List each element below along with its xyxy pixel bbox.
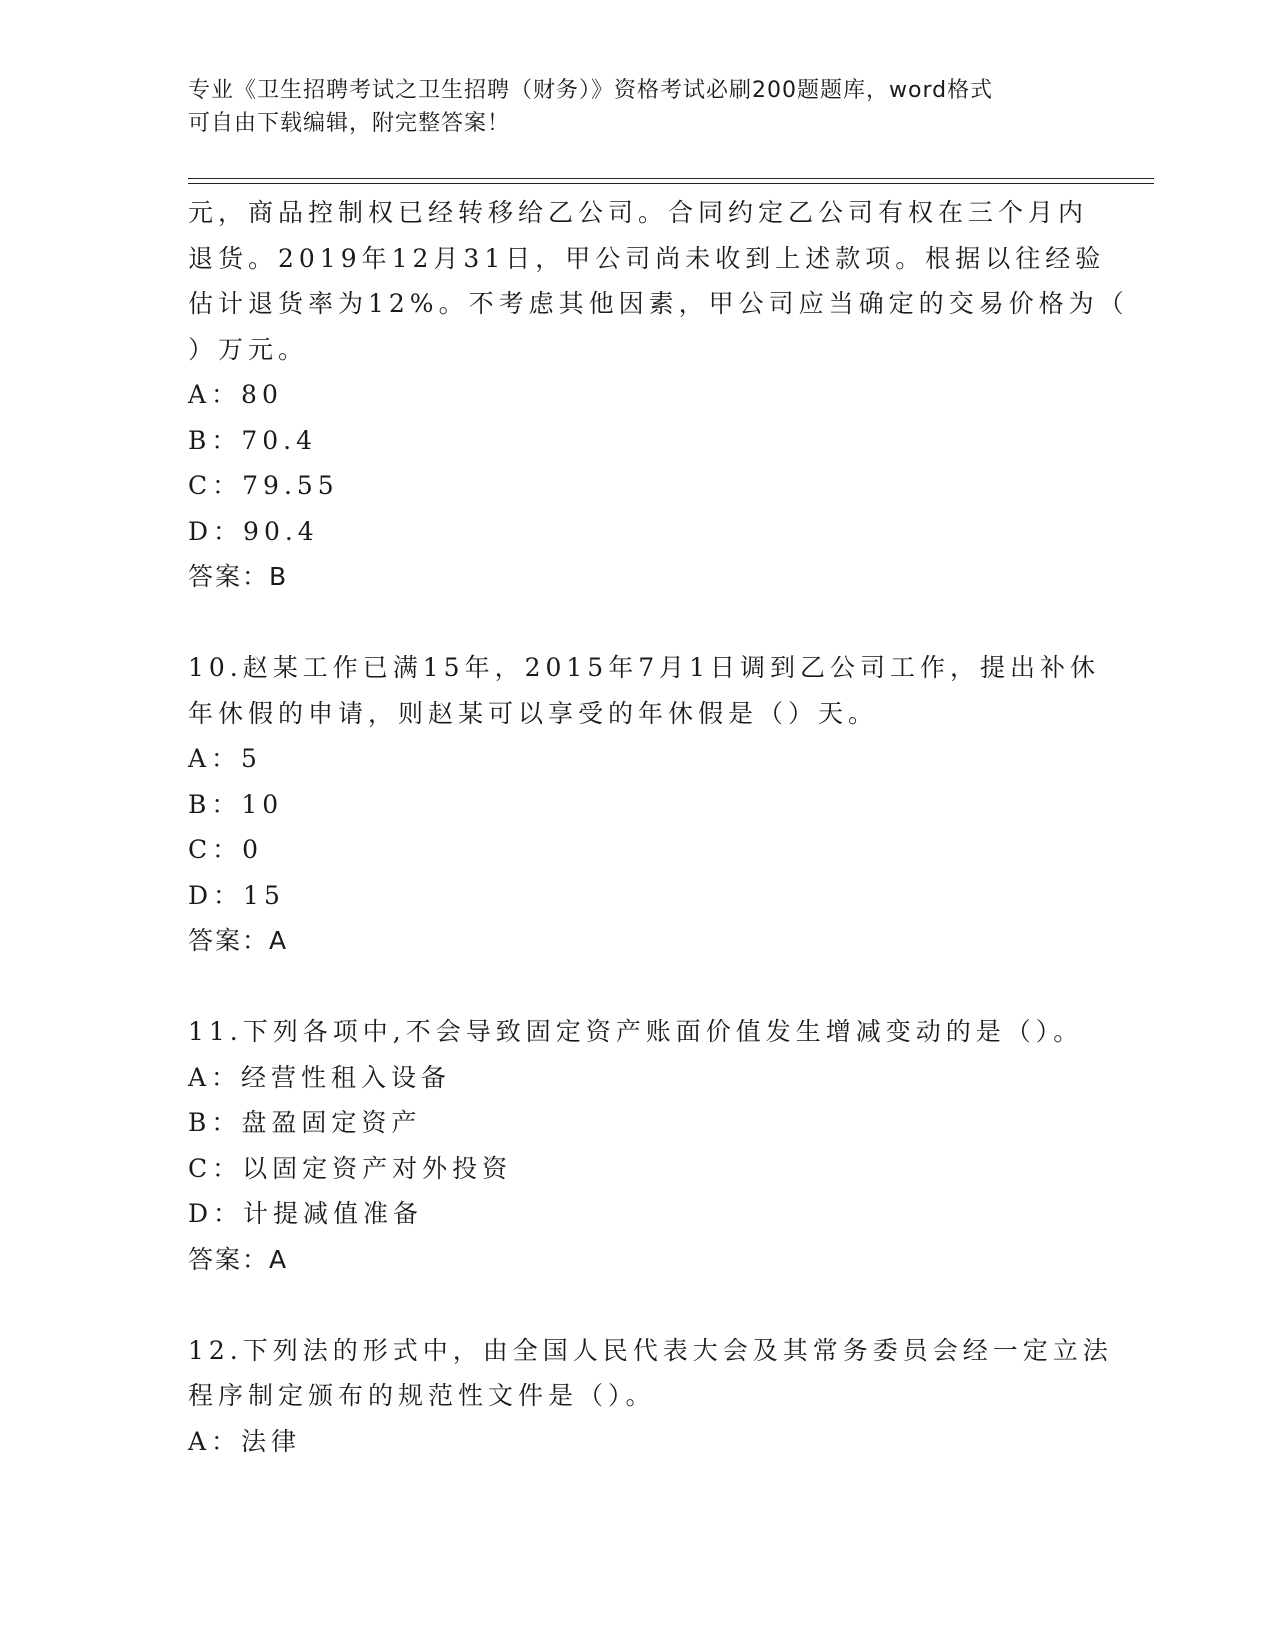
question-stem-line: 退货。2019年12月31日，甲公司尚未收到上述款项。根据以往经验 xyxy=(188,243,1106,273)
option-c: C：以固定资产对外投资 xyxy=(188,1153,513,1183)
answer-line: 答案：B xyxy=(188,562,289,591)
question-stem-line: 12.下列法的形式中，由全国人民代表大会及其常务委员会经一定立法 xyxy=(188,1335,1113,1365)
option-b: B：70.4 xyxy=(188,425,318,455)
question-stem-line: 程序制定颁布的规范性文件是（）。 xyxy=(188,1381,656,1410)
question-spacer xyxy=(188,600,1088,646)
option-a: A：法律 xyxy=(188,1426,302,1456)
option-d: D：计提减值准备 xyxy=(188,1199,424,1228)
question-stem-line: 元，商品控制权已经转移给乙公司。合同约定乙公司有权在三个月内 xyxy=(188,198,1089,227)
option-b: B：10 xyxy=(188,789,284,819)
header-line-2: 可自由下载编辑，附完整答案！ xyxy=(188,111,511,136)
document-body xyxy=(188,190,1129,1464)
document-header xyxy=(188,74,1088,140)
answer-line: 答案：A xyxy=(188,926,289,955)
header-divider-bottom xyxy=(188,183,1154,184)
option-d: D：15 xyxy=(188,880,285,910)
header-line-1: 专业《卫生招聘考试之卫生招聘（财务）》资格考试必刷200题题库，word格式 xyxy=(188,78,994,103)
option-b: B：盘盈固定资产 xyxy=(188,1108,422,1137)
answer-line: 答案：A xyxy=(188,1244,289,1274)
option-a: A：80 xyxy=(188,380,283,409)
question-stem-line: ）万元。 xyxy=(188,334,309,364)
question-stem-line: 年休假的申请，则赵某可以享受的年休假是（）天。 xyxy=(188,698,879,728)
option-a: A：经营性租入设备 xyxy=(188,1062,452,1092)
header-divider-top xyxy=(188,178,1154,179)
question-11 xyxy=(188,1009,1088,1282)
option-a: A：5 xyxy=(188,744,262,773)
question-spacer xyxy=(188,1282,1088,1328)
question-stem-line: 11.下列各项中,不会导致固定资产账面价值发生增减变动的是（）。 xyxy=(188,1017,1084,1046)
question-stem-line: 估计退货率为12%。不考虑其他因素，甲公司应当确定的交易价格为（ xyxy=(188,289,1129,318)
option-c: C：0 xyxy=(188,835,264,864)
question-9 xyxy=(188,190,1129,600)
question-spacer xyxy=(188,964,1088,1010)
question-10 xyxy=(188,645,1101,964)
option-c: C：79.55 xyxy=(188,471,339,500)
question-stem-line: 10.赵某工作已满15年，2015年7月1日调到乙公司工作，提出补休 xyxy=(188,653,1101,682)
option-d: D：90.4 xyxy=(188,516,319,546)
question-12 xyxy=(188,1328,1113,1465)
